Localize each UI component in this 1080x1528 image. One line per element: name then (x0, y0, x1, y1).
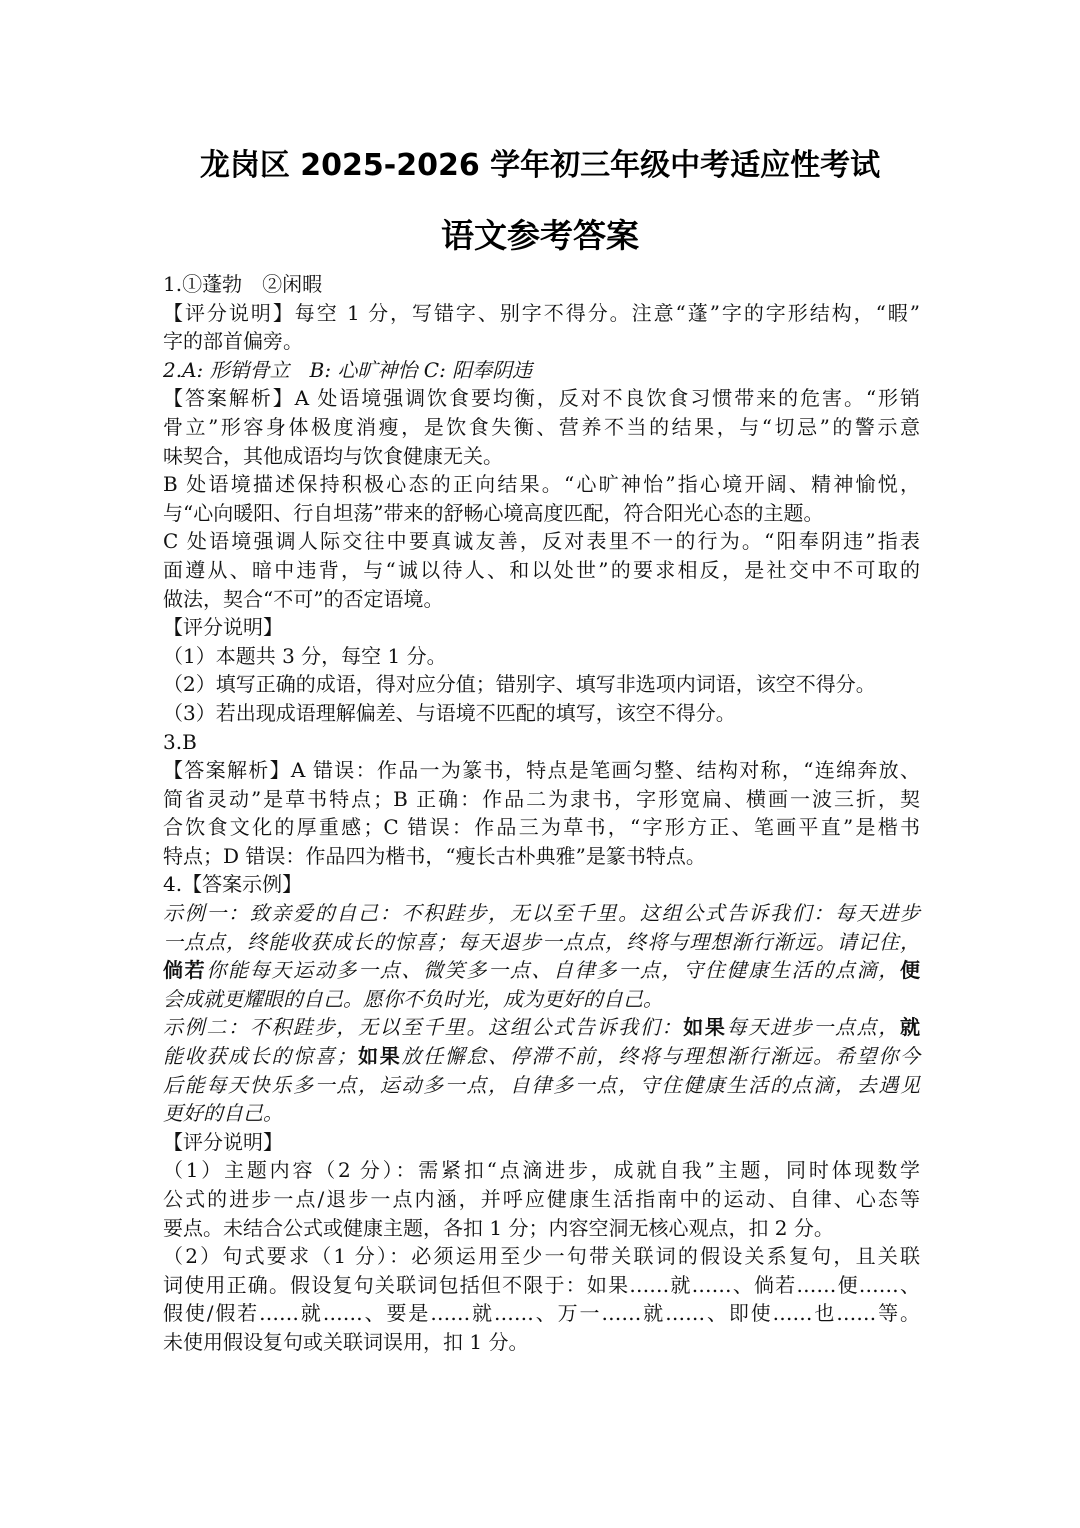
q4-example2-line-1 (163, 1013, 920, 1042)
q4-grading-heading: 【评分说明】 (163, 1129, 283, 1154)
q4-example1-line-3 (163, 956, 920, 985)
q4-grading-2-line-4: 未使用假设复句或关联词误用，扣 1 分。 (163, 1329, 529, 1354)
example-text: 每天进步一点点， (726, 1015, 901, 1040)
answer-content (163, 270, 920, 1357)
exam-title: 龙岗区 2025-2026 学年初三年级中考适应性考试 (199, 148, 881, 183)
example-text: 示例二：不积跬步，无以至千里。这组公式告诉我们： (163, 1015, 684, 1040)
q1-grading-note: 【评分说明】每空 1 分，写错字、别字不得分。注意“蓬”字的字形结构，“暇” (163, 300, 920, 325)
q2-analysis-b-1: B 处语境描述保持积极心态的正向结果。“心旷神怡”指心境开阔、精神愉悦， (163, 472, 920, 497)
q1-answer: 1.①蓬勃 ②闲暇 (163, 272, 323, 296)
q4-example1-line-1: 示例一：致亲爱的自己：不积跬步，无以至千里。这组公式告诉我们：每天进步 (163, 901, 920, 926)
q2-analysis-b-2: 与“心向暖阳、行自坦荡”带来的舒畅心境高度匹配，符合阳光心态的主题。 (163, 500, 824, 525)
q2-analysis-c-3: 做法，契合“不可”的否定语境。 (163, 586, 444, 611)
conjunction-bold: 如果 (683, 1015, 727, 1040)
q2-answer: 2.A: 形销骨立 B: 心旷神怡 C: 阳奉阴违 (163, 357, 533, 382)
q2-analysis-a-3: 味契合，其他成语均与饮食健康无关。 (163, 443, 503, 468)
q4-grading-2-line-2: 词使用正确。假设复句关联词包括但不限于：如果……就……、倘若……便……、 (163, 1272, 920, 1297)
q2-grading-heading: 【评分说明】 (163, 615, 283, 640)
q1-grading-note-cont: 字的部首偏旁。 (163, 329, 303, 354)
q2-analysis-c-2: 面遵从、暗中违背，与“诚以待人、和以处世”的要求相反，是社交中不可取的 (163, 557, 920, 582)
example-text: 放任懈怠、停滞不前，终将与理想渐行渐远。希望你今 (401, 1044, 921, 1069)
q4-example1-line-4: 会成就更耀眼的自己。愿你不负时光，成为更好的自己。 (163, 986, 663, 1011)
conjunction-bold: 就 (900, 1015, 921, 1040)
conjunction-bold: 如果 (356, 1044, 402, 1069)
q2-grading-item-1: （1）本题共 3 分，每空 1 分。 (163, 643, 447, 668)
q2-analysis-c-1: C 处语境强调人际交往中要真诚友善，反对表里不一的行为。“阳奉阴违”指表 (163, 529, 920, 554)
q4-example1-line-2: 一点点，终能收获成长的惊喜；每天退步一点点，终将与理想渐行渐远。请记住， (163, 929, 920, 954)
q4-example2-line-4: 更好的自己。 (163, 1101, 283, 1126)
q3-analysis-1: 【答案解析】A 错误：作品一为篆书，特点是笔画匀整、结构对称，“连绵奔放、 (163, 758, 920, 783)
example-text: 你能每天运动多一点、微笑多一点、自律多一点，守住健康生活的点滴， (206, 958, 901, 983)
q4-grading-2-line-3: 假使/假若……就……、要是……就……、万一……就……、即使……也……等。 (163, 1301, 920, 1326)
example-text: 能收获成长的惊喜； (163, 1044, 357, 1069)
q2-analysis-a-2: 骨立”形容身体极度消瘦，是饮食失衡、营养不当的结果，与“切忌”的警示意 (163, 414, 920, 439)
q4-grading-1-line-2: 公式的进步一点/退步一点内涵，并呼应健康生活指南中的运动、自律、心态等 (163, 1187, 920, 1211)
q3-analysis-2: 简省灵动”是草书特点；B 正确：作品二为隶书，字形宽扁、横画一波三折，契 (163, 786, 920, 811)
q3-analysis-3: 合饮食文化的厚重感；C 错误：作品三为草书，“字形方正、笔画平直”是楷书 (163, 815, 920, 840)
q2-grading-item-2: （2）填写正确的成语，得对应分值；错别字、填写非选项内词语，该空不得分。 (163, 672, 876, 697)
q3-answer: 3.B (163, 729, 197, 754)
conjunction-bold: 倘若 (163, 958, 207, 983)
answer-key-title: 语文参考答案 (441, 216, 639, 255)
q4-example2-line-3: 后能每天快乐多一点，运动多一点，自律多一点，守住健康生活的点滴，去遇见 (163, 1072, 920, 1097)
q4-heading: 4.【答案示例】 (163, 872, 303, 897)
q4-grading-2-line-1: （2）句式要求（1 分）：必须运用至少一句带关联词的假设关系复句，且关联 (163, 1244, 920, 1269)
q2-analysis-a-1: 【答案解析】A 处语境强调饮食要均衡，反对不良饮食习惯带来的危害。“形销 (163, 386, 920, 411)
q4-grading-1-line-1: （1）主题内容（2 分）：需紧扣“点滴进步，成就自我”主题，同时体现数学 (163, 1158, 920, 1183)
q4-example2-line-2 (163, 1042, 920, 1071)
q3-analysis-4: 特点；D 错误：作品四为楷书，“瘦长古朴典雅”是篆书特点。 (163, 843, 706, 868)
q4-grading-1-line-3: 要点。未结合公式或健康主题，各扣 1 分；内容空洞无核心观点，扣 2 分。 (163, 1215, 834, 1240)
q2-grading-item-3: （3）若出现成语理解偏差、与语境不匹配的填写，该空不得分。 (163, 700, 736, 725)
conjunction-bold: 便 (900, 958, 921, 983)
